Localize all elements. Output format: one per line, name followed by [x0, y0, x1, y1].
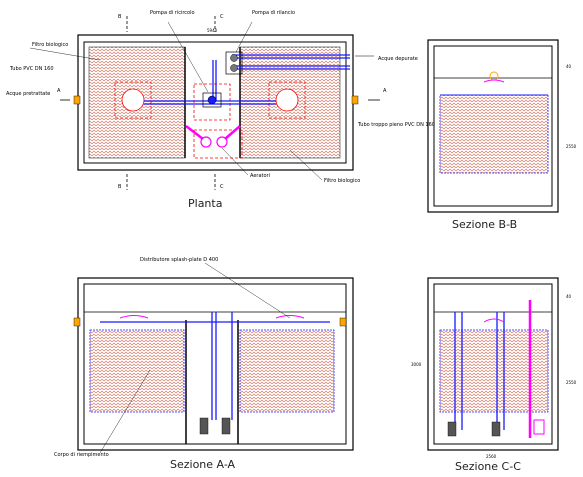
aa-label-corpo: Corpo di riempimento [54, 452, 109, 458]
aa-inlet-icon [74, 318, 80, 326]
plan-dimension: 5940 [207, 28, 218, 33]
section-mark-c-top: C [220, 14, 224, 20]
label-filtro-biologico-top: Filtro biologico [32, 42, 69, 48]
label-acque-pretrattate: Acque pretrattate [6, 91, 51, 97]
section-mark-a-left: A [57, 88, 61, 94]
plan-title: Planta [188, 197, 223, 210]
cc-dim-mid: 2550 [566, 380, 577, 385]
aa-outlet-icon [340, 318, 346, 326]
bb-filter-bed [440, 95, 548, 173]
section-mark-b-bottom: B [118, 184, 122, 190]
splash-plate-left [122, 89, 144, 111]
pump-ricircolo-icon [203, 93, 221, 107]
label-pompa-ricircolo: Pompa di ricircolo [150, 10, 195, 16]
section-mark-b-top: B [118, 14, 122, 20]
label-tubo-pvc: Tubo PVC DN 160 [10, 66, 54, 72]
aa-label-distributore: Distributore splash-plate D 400 [140, 257, 219, 263]
aa-filter-bed-right [240, 330, 334, 412]
section-cc [411, 278, 577, 473]
cc-filter-bed [440, 330, 548, 412]
label-filtro-biologico-bottom: Filtro biologico [324, 178, 361, 184]
label-pompa-rilancio: Pompa di rilancio [252, 10, 296, 16]
aa-filter-bed-left [90, 330, 184, 412]
overflow-pipe-icon [352, 96, 358, 104]
plan-view [6, 10, 435, 210]
aa-pump-icon [200, 418, 230, 434]
cc-dim-top: 40 [566, 294, 572, 299]
splash-plate-right [276, 89, 298, 111]
label-aeratori: Aeratori [250, 173, 270, 179]
section-bb [428, 40, 577, 231]
cc-title: Sezione C-C [455, 460, 521, 473]
label-acque-depurate: Acque depurate [378, 56, 418, 62]
bb-dim-top: 40 [566, 64, 572, 69]
bb-dim-mid: 2550 [566, 144, 577, 149]
section-aa [54, 257, 353, 471]
inlet-pipe-icon [74, 96, 80, 104]
cc-dim-bottom: 2560 [486, 454, 497, 459]
bb-title: Sezione B-B [452, 218, 518, 231]
aa-title: Sezione A-A [170, 458, 236, 471]
label-tubo-troppo-pieno: Tubo troppo pieno PVC DN 160 [358, 122, 435, 128]
cc-dim-left: 3000 [411, 362, 422, 367]
section-mark-a-right: A [383, 88, 387, 94]
bb-distributor-icon [490, 72, 498, 80]
section-mark-c-bottom: C [220, 184, 224, 190]
